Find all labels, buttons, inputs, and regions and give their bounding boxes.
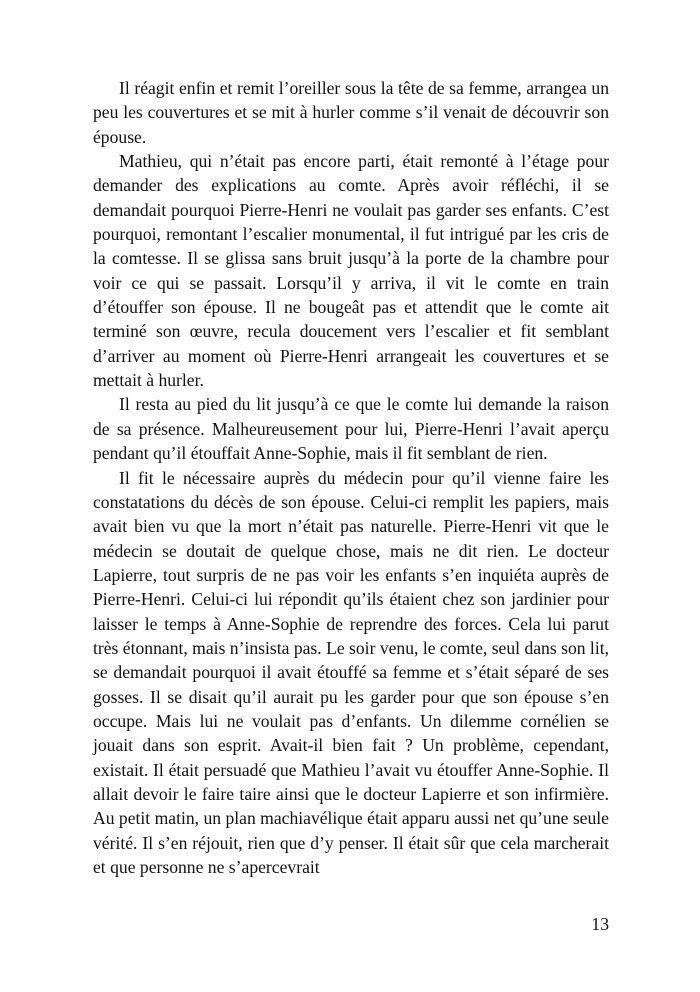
page-number: 13 — [591, 914, 609, 934]
paragraph-3: Il resta au pied du lit jusqu’à ce que le comte lui demande la raison de sa présence. Malheureusement pour lui, Pierre-Henri l’avait aperçu pendant qu’il étouffait Anne-Sophie, mais il fit semblant de rien. — [93, 394, 609, 464]
paragraph-2: Mathieu, qui n’était pas encore parti, était remonté à l’étage pour demander des explications au comte. Après avoir réfléchi, il se demandait pourquoi Pierre-Henri ne voulait pas garder ses enfants. C’est pourquoi, remontant l’escalier monumental, il fut intrigué par les cris de la comtesse. Il se glissa sans bruit jusqu’à la porte de la chambre pour voir ce qui se passait. Lorsqu’il y arriva, il vit le comte en train d’étouffer son épouse. Il ne bougeât pas et attendit que le comte ait terminé son œuvre, recula doucement vers l’escalier et fit semblant d’arriver au moment où Pierre-Henri arrangeait les couvertures et se mettait à hurler. — [93, 151, 609, 391]
paragraph-4: Il fit le nécessaire auprès du médecin pour qu’il vienne faire les constatations du décès de son épouse. Celui-ci remplit les papiers, mais avait bien vu que la mort n’était pas naturelle. Pierre-Henri vit que le médecin se doutait de quelque chose, mais ne dit rien. Le docteur Lapierre, tout surpris de ne pas voir les enfants s’en inquiéta auprès de Pierre-Henri. Celui-ci lui répondit qu’ils étaient chez son jardinier pour laisser le temps à Anne-Sophie de reprendre des forces. Cela lui parut très étonnant, mais n’insista pas. Le soir venu, le comte, seul dans son lit, se demandait pourquoi il avait étouffé sa femme et s’était séparé de ses gosses. Il se disait qu’il aurait pu les garder pour que son épouse s’en occupe. Mais lui ne voulait pas d’enfants. Un dilemme cornélien se jouait dans son esprit. Avait-il bien fait ? Un problème, cependant, existait. Il était persuadé que Mathieu l’avait vu étouffer Anne-Sophie. Il allait devoir le faire taire ainsi que le docteur Lapierre et son infirmière. Au petit matin, un plan machiavélique était apparu aussi net qu’une seule vérité. Il s’en réjouit, rien que d’y penser. Il était sûr que cela marcherait et que personne ne s’apercevrait — [93, 467, 609, 877]
body-text — [93, 76, 609, 879]
paragraph-1: Il réagit enfin et remit l’oreiller sous la tête de sa femme, arrangea un peu les couvertures et se mit à hurler comme s’il venait de découvrir son épouse. — [93, 78, 609, 147]
